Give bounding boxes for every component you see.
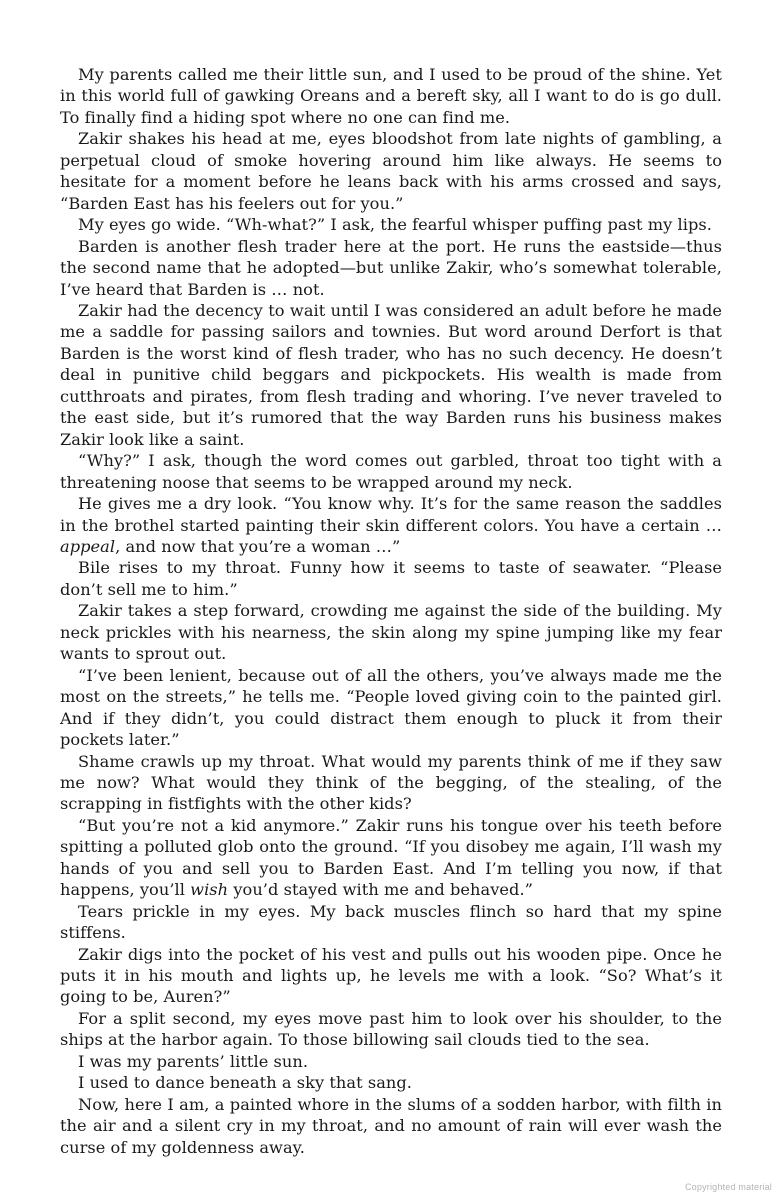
paragraph-text: He gives me a dry look. “You know why. It’s for the same reason the saddles in the brothel started painting their skin different colors. You have a certain … [60,494,722,535]
copyright-watermark: Copyrighted material [684,1182,772,1192]
paragraph: Shame crawls up my throat. What would my parents think of me if they saw me now? What would they think of the begging, of the stealing, of the scrapping in fistfights with the other kids? [60,751,722,814]
paragraph: Zakir shakes his head at me, eyes bloodshot from late nights of gambling, a perpetual cloud of smoke hovering around him like always. He seems to hesitate for a moment before he leans back with his arms crossed and says, “Barden East has his feelers out for you.” [60,129,722,213]
paragraph: My eyes go wide. “Wh-what?” I ask, the fearful whisper puffing past my lips. [78,215,712,235]
paragraph-text: you’d stayed with me and behaved.” [228,880,533,900]
paragraph: Now, here I am, a painted whore in the slums of a sodden harbor, with filth in the air and a silent cry in my throat, and no amount of rain will ever wash the curse of my goldenness away. [60,1094,722,1157]
paragraph: I used to dance beneath a sky that sang. [78,1073,412,1093]
emphasis-text: wish [190,880,229,900]
paragraph: For a split second, my eyes move past him to look over his shoulder, to the ships at the harbor again. To those billowing sail clouds tied to the sea. [60,1008,722,1050]
paragraph: Zakir takes a step forward, crowding me against the side of the building. My neck prickles with his nearness, the skin along my spine jumping like my fear wants to sprout out. [60,601,722,664]
paragraph-text: “But you’re not a kid anymore.” Zakir runs his tongue over his teeth before spitting a polluted glob onto the ground. “If you disobey me again, I’ll wash my hands of you and sell you to Barden East. And I’m telling you now, if that happens, you’ll [60,815,722,900]
paragraph: Barden is another flesh trader here at the port. He runs the eastside—thus the second name that he adopted—but unlike Zakir, who’s somewhat tolerable, I’ve heard that Barden is … not. [60,236,722,299]
emphasis-text: appeal [60,536,116,556]
paragraph: “I’ve been lenient, because out of all the others, you’ve always made me the most on the streets,” he tells me. “People loved giving coin to the painted girl. And if they didn’t, you could distract them enough to pluck it from their pockets later.” [60,665,722,750]
paragraph: I was my parents’ little sun. [78,1051,309,1071]
paragraph [60,493,722,557]
paragraph: Tears prickle in my eyes. My back muscles flinch so hard that my spine stiffens. [60,901,722,943]
paragraph-text: , and now that you’re a woman …” [115,536,401,556]
paragraph: My parents called me their little sun, and I used to be proud of the shine. Yet in this world full of gawking Oreans and a bereft sky, all I want to do is go dull. To finally find a hiding spot where no one can find me. [60,65,722,127]
paragraph: Bile rises to my throat. Funny how it seems to taste of seawater. “Please don’t sell me to him.” [60,558,722,599]
paragraph: Zakir digs into the pocket of his vest and pulls out his wooden pipe. Once he puts it in his mouth and lights up, he levels me with a look. “So? What’s it going to be, Auren?” [60,944,722,1007]
paragraph: Zakir had the decency to wait until I was considered an adult before he made me a saddle for passing sailors and townies. But word around Derfort is that Barden is the worst kind of flesh trader, who has no such decency. He doesn’t deal in punitive child beggars and pickpockets. His wealth is made from cutthroats and pirates, from flesh trading and whoring. I’ve never traveled to the east side, but it’s rumored that the way Barden runs his business makes Zakir look like a saint. [60,300,722,449]
book-page-text [60,64,722,1158]
paragraph: “Why?” I ask, though the word comes out garbled, throat too tight with a threatening noose that seems to be wrapped around my neck. [60,451,722,492]
paragraph [60,815,722,901]
